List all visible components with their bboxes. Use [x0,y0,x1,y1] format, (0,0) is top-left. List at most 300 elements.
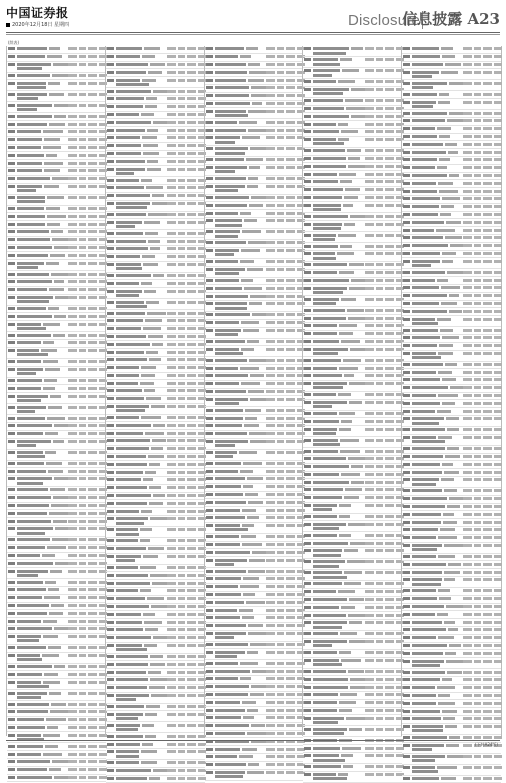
text-bar [376,488,383,491]
text-bar [277,755,284,758]
text-bar [79,581,86,584]
text-bar [277,382,284,385]
text-bar [385,621,394,624]
text-bar [412,736,447,739]
text-bar [483,310,492,313]
text-bar [403,363,410,366]
text-bar [88,341,97,344]
text-bar [145,232,158,235]
table-row [106,212,205,220]
text-bar [412,544,442,547]
text-bar [494,613,502,616]
text-bar [494,513,502,516]
text-bar [412,422,438,425]
text-bar [286,79,295,82]
text-bar [266,551,275,554]
text-bar [348,670,365,673]
table-row [303,315,402,323]
text-bar [483,190,492,193]
text-bar [385,534,394,537]
text-bar [42,654,59,657]
text-bar [483,252,492,255]
table-row [7,690,106,701]
text-bar [286,601,295,604]
text-bar [88,635,97,638]
text-bar [447,447,459,450]
text-bar [313,496,342,499]
text-bar [68,230,77,233]
text-bar [304,324,311,327]
text-bar [403,555,410,558]
text-bar [243,329,259,332]
text-bar [286,219,295,222]
table-row [402,188,501,196]
text-bar [483,386,492,389]
text-bar [403,605,410,608]
text-bar [341,473,361,476]
text-bar [313,678,348,681]
page-code: A23 [467,10,500,28]
text-bar [494,471,502,474]
text-bar [47,55,62,58]
text-bar [403,455,410,458]
table-row [106,527,205,538]
text-bar [53,63,69,66]
text-bar [445,63,462,66]
text-bar [437,613,449,616]
text-bar [376,598,383,601]
text-bar [463,229,472,232]
text-bar [376,287,383,290]
table-row [205,607,304,615]
text-bar [349,728,362,731]
text-bar [286,570,295,573]
text-bar [474,352,481,355]
text-bar [266,470,275,473]
text-bar [17,673,42,676]
table-row [106,677,205,685]
text-bar [8,440,15,443]
text-bar [8,280,15,283]
text-bar [187,90,196,93]
text-bar [412,521,441,524]
text-bar [349,401,362,404]
text-bar [8,196,15,199]
text-bar [17,353,48,356]
text-bar [266,570,275,573]
text-bar [313,157,345,160]
text-bar [304,693,311,696]
text-bar [116,319,143,322]
text-bar [483,571,492,574]
text-bar [167,105,176,108]
text-bar [178,374,185,377]
text-bar [17,93,47,96]
text-bar [88,368,97,371]
text-bar [483,513,492,516]
text-bar [483,636,492,639]
text-bar [449,644,461,647]
text-bar [53,520,67,523]
text-bar [215,577,242,580]
text-bar [438,394,458,397]
text-bar [474,766,481,769]
text-bar [187,432,196,435]
text-bar [376,481,383,484]
text-bar [187,528,196,531]
text-bar [277,477,284,480]
text-bar [116,636,151,639]
table-row [205,615,304,623]
text-bar [313,465,349,468]
text-bar [150,247,160,250]
text-bar [187,494,196,497]
text-bar [277,279,284,282]
text-bar [348,523,365,526]
table-row [106,135,205,143]
text-bar [385,279,394,282]
text-bar [385,560,394,563]
text-bar [88,546,97,549]
text-bar [385,412,394,415]
text-bar [304,382,311,385]
text-bar [474,182,481,185]
text-bar [385,728,394,731]
text-bar [474,71,481,74]
text-bar [215,374,248,377]
text-bar [68,334,77,337]
text-bar [187,213,196,216]
text-bar [286,302,295,305]
table-row [303,296,402,307]
text-bar [167,179,176,182]
text-bar [68,323,77,326]
text-bar [43,341,53,344]
text-bar [187,63,196,66]
text-bar [107,555,114,558]
text-bar [463,244,472,247]
text-bar [52,177,69,180]
text-bar [17,82,46,85]
text-bar [376,196,383,199]
text-bar [17,596,42,599]
table-row [402,141,501,149]
text-bar [365,420,374,423]
text-bar [178,152,185,155]
table-row [402,596,501,604]
table-row [303,339,402,347]
text-bar [494,127,502,130]
text-bar [347,309,363,312]
text-bar [286,509,295,512]
text-bar [286,609,295,612]
text-bar [8,296,15,299]
text-bar [483,686,492,689]
text-bar [304,465,311,468]
text-bar [206,185,213,188]
text-bar [167,613,176,616]
text-bar [140,539,150,542]
text-bar [215,47,244,50]
text-bar [53,334,65,337]
text-bar [206,158,213,161]
text-bar [376,165,383,168]
text-bar [463,166,472,169]
table-row [205,165,304,176]
text-bar [17,372,36,375]
text-bar [412,55,440,58]
table-row [7,595,106,603]
text-bar [17,207,44,210]
text-bar [206,219,213,222]
text-bar [79,315,86,318]
text-bar [277,121,284,124]
text-bar [187,397,196,400]
text-bar [365,287,374,290]
text-bar [403,417,410,420]
table-row [106,246,205,254]
text-bar [365,504,374,507]
text-bar [116,221,142,224]
text-bar [266,136,275,139]
text-bar [242,509,256,512]
text-bar [107,47,114,50]
text-bar [304,598,311,601]
text-bar [116,172,134,175]
text-bar [178,90,185,93]
text-bar [206,551,213,554]
text-bar [385,457,394,460]
text-bar [365,165,374,168]
text-bar [167,743,176,746]
text-bar [385,245,394,248]
text-bar [187,455,196,458]
text-bar [116,439,150,442]
text-bar [215,352,243,355]
text-bar [463,555,472,558]
text-bar [313,439,338,442]
text-bar [313,348,348,351]
text-bar [187,761,196,764]
text-bar [412,505,445,508]
text-bar [463,471,472,474]
text-bar [68,406,77,409]
text-bar [107,136,114,139]
text-bar [187,263,196,266]
text-bar [215,624,246,627]
text-bar [339,534,351,537]
text-bar [313,173,336,176]
text-bar [474,613,481,616]
text-bar [445,725,457,728]
text-bar [246,601,265,604]
table-row [303,700,402,708]
text-bar [483,244,492,247]
table-row [106,69,205,77]
text-bar [17,718,44,721]
text-bar [403,166,410,169]
table-row [106,318,205,326]
text-bar [266,601,275,604]
text-bar [345,488,362,491]
text-bar [483,605,492,608]
text-bar [474,686,481,689]
text-bar [107,90,114,93]
text-bar [107,263,114,266]
text-bar [385,598,394,601]
text-bar [206,136,213,139]
text-bar [277,732,284,735]
text-bar [79,710,86,713]
text-bar [376,571,383,574]
text-bar [145,735,156,738]
table-row [106,326,205,334]
text-bar [403,597,410,600]
text-bar [313,428,337,431]
text-bar [313,582,342,585]
text-bar [147,160,158,163]
text-bar [365,717,374,720]
table-row [106,166,205,177]
text-bar [249,166,261,169]
text-bar [286,279,295,282]
text-bar [474,628,481,631]
text-bar [463,294,472,297]
text-bar [167,628,176,631]
text-bar [116,160,145,163]
text-bar [142,136,157,139]
text-bar [187,47,196,50]
text-bar [8,130,15,133]
text-bar [51,703,66,706]
text-bar [8,47,15,50]
table-row [106,596,205,604]
text-bar [68,82,77,85]
text-bar [116,351,144,354]
table-row [303,87,402,98]
table-row [303,331,402,339]
disclosure-table [6,36,500,738]
table-row [402,724,501,735]
text-bar [17,581,43,584]
text-bar [206,367,213,370]
text-bar [412,489,442,492]
square-bullet-icon [6,23,10,27]
text-bar [494,158,502,161]
text-bar [277,485,284,488]
text-bar [49,692,62,695]
table-row [303,479,402,487]
text-bar [474,101,481,104]
text-bar [116,735,143,738]
text-bar [46,207,60,210]
text-bar [286,417,295,420]
text-bar [187,510,196,513]
text-bar [463,528,472,531]
text-bar [68,387,77,390]
text-bar [8,215,15,218]
text-bar [144,221,160,224]
text-bar [412,589,436,592]
text-bar [412,766,435,769]
text-bar [412,702,436,705]
text-bar [107,447,114,450]
text-bar [206,424,213,427]
text-bar [494,605,502,608]
text-bar [277,47,284,50]
text-bar [440,528,455,531]
text-bar [167,194,176,197]
text-bar [248,79,264,82]
text-bar [145,713,158,716]
text-bar [17,681,41,684]
text-bar [107,152,114,155]
text-bar [277,340,284,343]
text-bar [187,605,196,608]
text-bar [385,180,394,183]
table-row [7,332,106,340]
text-bar [376,549,383,552]
table-row [205,461,304,469]
text-bar [277,462,284,465]
text-bar [277,102,284,105]
table-row [402,511,501,519]
text-bar [116,582,150,585]
text-bar [167,416,176,419]
text-bar [8,379,15,382]
text-bar [474,82,481,85]
text-bar [79,349,86,352]
text-bar [187,655,196,658]
table-row [402,716,501,724]
table-row [402,54,501,62]
text-bar [344,223,356,226]
text-bar [43,753,62,756]
text-bar [339,173,356,176]
text-bar [68,185,77,188]
text-bar [116,83,149,86]
text-bar [483,652,492,655]
text-bar [365,245,374,248]
text-bar [187,240,196,243]
table-row [205,523,304,534]
text-bar [438,371,452,374]
text-bar [365,686,374,689]
text-bar [277,94,284,97]
table-row [205,431,304,439]
text-bar [376,149,383,152]
text-bar [167,636,176,639]
text-bar [351,481,364,484]
text-bar [266,424,275,427]
text-bar [266,724,275,727]
text-bar [474,318,481,321]
table-row [402,708,501,716]
text-bar [116,206,148,209]
table-row [402,212,501,220]
text-bar [8,154,15,157]
table-row [205,649,304,660]
table-row [303,106,402,114]
text-bar [286,470,295,473]
text-bar [474,271,481,274]
text-bar [376,115,383,118]
text-bar [339,504,351,507]
text-bar [444,571,460,574]
text-bar [215,755,237,758]
text-bar [463,744,472,747]
text-bar [17,658,42,661]
